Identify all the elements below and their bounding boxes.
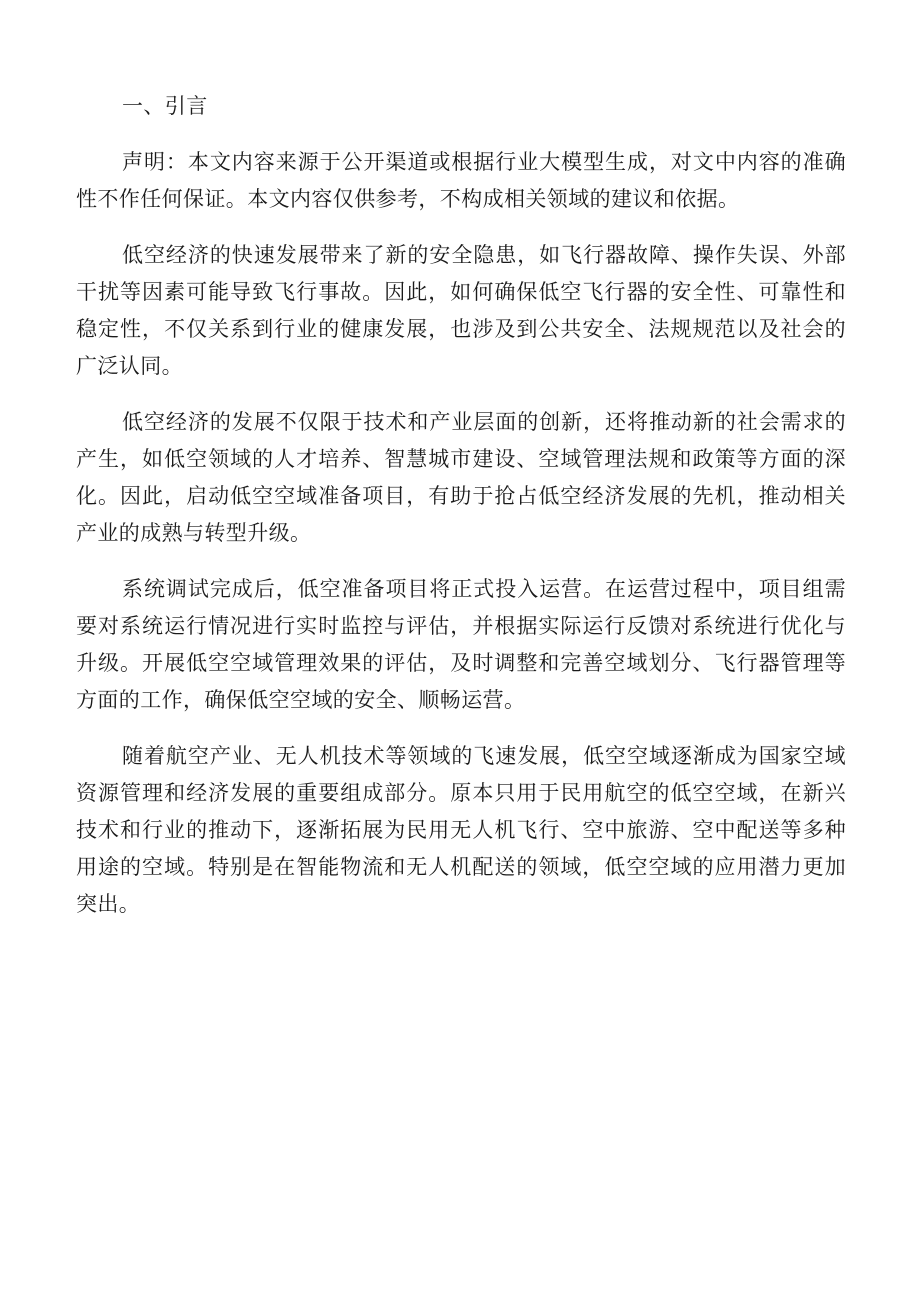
paragraph-background: 随着航空产业、无人机技术等领域的飞速发展，低空空域逐渐成为国家空域资源管理和经济发展的重要组成部分。原本只用于民用航空的低空空域，在新兴技术和行业的推动下，逐渐拓展为民用无人机飞行、空中旅游、空中配送等多种用途的空域。特别是在智能物流和无人机配送的领域，低空空域的应用潜力更加突出。 bbox=[76, 744, 846, 916]
document-body bbox=[76, 88, 846, 942]
paragraph-disclaimer: 声明：本文内容来源于公开渠道或根据行业大模型生成，对文中内容的准确性不作任何保证。本文内容仅供参考，不构成相关领域的建议和依据。 bbox=[76, 150, 846, 211]
paragraph-operation: 系统调试完成后，低空准备项目将正式投入运营。在运营过程中，项目组需要对系统运行情况进行实时监控与评估，并根据实际运行反馈对系统进行优化与升级。开展低空空域管理效果的评估，及时调整和完善空域划分、飞行器管理等方面的工作，确保低空空域的安全、顺畅运营。 bbox=[76, 577, 846, 712]
paragraph-safety: 低空经济的快速发展带来了新的安全隐患，如飞行器故障、操作失误、外部干扰等因素可能导致飞行事故。因此，如何确保低空飞行器的安全性、可靠性和稳定性，不仅关系到行业的健康发展，也涉及到公共安全、法规规范以及社会的广泛认同。 bbox=[76, 243, 846, 378]
paragraph-development: 低空经济的发展不仅限于技术和产业层面的创新，还将推动新的社会需求的产生，如低空领域的人才培养、智慧城市建设、空域管理法规和政策等方面的深化。因此，启动低空空域准备项目，有助于抢占低空经济发展的先机，推动相关产业的成熟与转型升级。 bbox=[76, 410, 846, 545]
section-heading: 一、引言 bbox=[122, 94, 208, 118]
